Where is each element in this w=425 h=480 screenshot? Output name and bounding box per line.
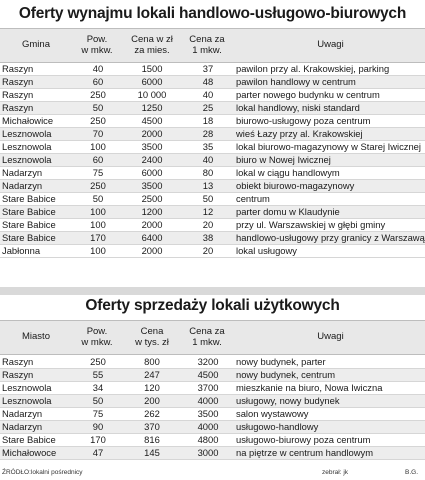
- table-cell: handlowo-usługowy przy granicy z Warszawą: [236, 232, 425, 243]
- table-cell: Nadarzyn: [0, 167, 74, 180]
- table-cell: 13: [182, 180, 234, 193]
- table-cell: Michałowice: [0, 115, 74, 128]
- table-cell: 50: [74, 102, 122, 115]
- footer-initials: B.G.: [405, 469, 419, 476]
- table-cell: lokal biurowo-magazynowy w Starej Iwicznej: [234, 141, 425, 154]
- table-cell: 370: [122, 421, 182, 434]
- table-cell: 35: [182, 141, 234, 154]
- table-row: [0, 115, 425, 128]
- table-cell: 2000: [122, 128, 182, 141]
- table-cell: 50: [74, 193, 122, 206]
- table-cell: nowy budynek, parter: [234, 356, 425, 369]
- table-row: [0, 154, 425, 167]
- table-row: [0, 356, 425, 369]
- table-cell: 250: [74, 115, 122, 128]
- table-cell: 4500: [122, 115, 182, 128]
- table-cell: 100: [74, 219, 122, 232]
- table-cell: 55: [74, 369, 122, 382]
- table-cell: Stare Babice: [0, 193, 74, 206]
- table-cell: 10 000: [122, 89, 182, 102]
- table-cell: biurowo-usługowy poza centrum: [234, 115, 425, 128]
- table-row: [0, 382, 425, 395]
- table-cell: 6000: [122, 76, 182, 89]
- table-cell: wieś Łazy przy al. Krakowskiej: [234, 128, 425, 141]
- table-cell: 3200: [182, 356, 234, 369]
- table-cell: 2000: [122, 245, 182, 258]
- table-cell: 200: [122, 395, 182, 408]
- table-cell: 70: [74, 128, 122, 141]
- table-cell: Lesznowola: [0, 128, 74, 141]
- table-cell: 50: [182, 193, 234, 206]
- table-cell: 60: [74, 154, 122, 167]
- table-cell: 145: [122, 447, 182, 460]
- table-cell: 4000: [182, 395, 234, 408]
- table-cell: 4000: [182, 421, 234, 434]
- rental-table-title: Oferty wynajmu lokali handlowo-usługowo-biurowych: [18, 5, 407, 22]
- table-cell: parter domu w Klaudynie: [234, 206, 425, 219]
- table-cell: 60: [74, 76, 122, 89]
- table-cell: 75: [74, 408, 122, 421]
- table-cell: obiekt biurowo-magazynowy: [234, 180, 425, 193]
- sale-table-header: [0, 320, 425, 355]
- table-row: [0, 245, 425, 258]
- table-row: [0, 89, 425, 102]
- table-row: [0, 434, 425, 447]
- header-miasto: Miasto: [22, 331, 50, 342]
- table-cell: salon wystawowy: [234, 408, 425, 421]
- footer-source: ŹRÓDŁO:lokalni pośrednicy: [2, 469, 83, 476]
- table-cell: przy ul. Warszawskiej w głębi gminy: [234, 219, 425, 232]
- table-cell: 1200: [122, 206, 182, 219]
- table-cell: 6000: [122, 167, 182, 180]
- rental-table-header: [0, 28, 425, 63]
- rental-table: [0, 63, 425, 258]
- table-row: [0, 219, 425, 232]
- table-cell: Lesznowola: [0, 382, 74, 395]
- header-uwagi: Uwagi: [317, 331, 344, 342]
- table-cell: 100: [74, 245, 122, 258]
- table-row: [0, 76, 425, 89]
- table-cell: 3000: [182, 447, 234, 460]
- table-cell: 120: [122, 382, 182, 395]
- table-cell: 100: [74, 206, 122, 219]
- table-cell: pawilon przy al. Krakowskiej, parking: [234, 63, 425, 76]
- table-row: [0, 395, 425, 408]
- table-cell: Stare Babice: [0, 434, 74, 447]
- table-cell: 40: [182, 154, 234, 167]
- header-pow: Pow. w mkw.: [81, 326, 113, 348]
- table-cell: Jabłonna: [0, 245, 74, 258]
- table-cell: 2400: [122, 154, 182, 167]
- header-cena-mkw: Cena za 1 mkw.: [189, 34, 225, 56]
- table-cell: 2000: [122, 219, 182, 232]
- table-row: [0, 369, 425, 382]
- table-cell: na piętrze w centrum handlowym: [234, 447, 425, 460]
- table-cell: 75: [74, 167, 122, 180]
- header-cena-mkw: Cena za 1 mkw.: [189, 326, 225, 348]
- table-cell: 250: [74, 89, 122, 102]
- table-cell: Stare Babice: [0, 206, 74, 219]
- table-row: [0, 193, 425, 206]
- table-cell: 12: [182, 206, 234, 219]
- table-cell: 18: [182, 115, 234, 128]
- table-cell: 816: [122, 434, 182, 447]
- table-row: [0, 128, 425, 141]
- table-row: [0, 141, 425, 154]
- table-row: [0, 408, 425, 421]
- table-cell: 37: [182, 63, 234, 76]
- table-cell: mieszkanie na biuro, Nowa Iwiczna: [234, 382, 425, 395]
- section-divider: [0, 287, 425, 295]
- table-cell: Raszyn: [0, 89, 74, 102]
- table-row: [0, 421, 425, 434]
- table-cell: 262: [122, 408, 182, 421]
- table-row: [0, 63, 425, 76]
- table-cell: nowy budynek, centrum: [234, 369, 425, 382]
- table-cell: 170: [74, 434, 122, 447]
- table-cell: Stare Babice: [0, 219, 74, 232]
- table-cell: lokal usługowy: [234, 245, 425, 258]
- table-cell: lokal w ciągu handlowym: [234, 167, 425, 180]
- table-cell: Raszyn: [0, 76, 74, 89]
- table-cell: Lesznowola: [0, 154, 74, 167]
- table-cell: 48: [182, 76, 234, 89]
- table-cell: usługowo-handlowy: [234, 421, 425, 434]
- table-cell: 3500: [182, 408, 234, 421]
- table-cell: centrum: [234, 193, 425, 206]
- header-cena-mies: Cena w zł za mies.: [131, 34, 173, 56]
- table-cell: 20: [182, 219, 234, 232]
- sale-table-title: Oferty sprzedaży lokali użytkowych: [85, 297, 340, 314]
- table-cell: Raszyn: [0, 356, 74, 369]
- table-row: [0, 232, 425, 245]
- table-cell: 250: [74, 180, 122, 193]
- table-cell: 800: [122, 356, 182, 369]
- table-row: [0, 180, 425, 193]
- table-cell: 3700: [182, 382, 234, 395]
- table-cell: 1500: [122, 63, 182, 76]
- table-cell: 4800: [182, 434, 234, 447]
- table-cell: 38: [182, 232, 234, 245]
- table-cell: lokal handlowy, niski standard: [234, 102, 425, 115]
- table-cell: 90: [74, 421, 122, 434]
- table-cell: 25: [182, 102, 234, 115]
- table-cell: Raszyn: [0, 369, 74, 382]
- table-row: [0, 447, 425, 460]
- header-pow: Pow. w mkw.: [81, 34, 113, 56]
- table-cell: 40: [74, 63, 122, 76]
- table-cell: Nadarzyn: [0, 180, 74, 193]
- table-cell: 40: [182, 89, 234, 102]
- table-cell: parter nowego budynku w centrum: [234, 89, 425, 102]
- table-cell: 250: [74, 356, 122, 369]
- header-uwagi: Uwagi: [317, 39, 344, 50]
- table-row: [0, 206, 425, 219]
- table-cell: Stare Babice: [0, 232, 74, 245]
- table-cell: 100: [74, 141, 122, 154]
- table-cell: 28: [182, 128, 234, 141]
- table-cell: 34: [74, 382, 122, 395]
- table-cell: usługowo-biurowy poza centrum: [234, 434, 425, 447]
- table-cell: 6400: [122, 232, 182, 245]
- table-cell: biuro w Nowej Iwicznej: [234, 154, 425, 167]
- table-cell: Michałowoce: [0, 447, 74, 460]
- table-cell: Nadarzyn: [0, 421, 74, 434]
- table-cell: Raszyn: [0, 63, 74, 76]
- header-cena-tys: Cena w tys. zł: [135, 326, 169, 348]
- table-cell: Lesznowola: [0, 395, 74, 408]
- table-cell: 247: [122, 369, 182, 382]
- header-gmina: Gmina: [22, 39, 50, 50]
- table-cell: Lesznowola: [0, 141, 74, 154]
- table-cell: 20: [182, 245, 234, 258]
- table-row: [0, 102, 425, 115]
- table-cell: 3500: [122, 141, 182, 154]
- table-cell: pawilon handlowy w centrum: [234, 76, 425, 89]
- table-cell: 4500: [182, 369, 234, 382]
- table-cell: 2500: [122, 193, 182, 206]
- table-cell: 80: [182, 167, 234, 180]
- table-cell: 1250: [122, 102, 182, 115]
- table-cell: 47: [74, 447, 122, 460]
- table-cell: 50: [74, 395, 122, 408]
- table-cell: usługowy, nowy budynek: [234, 395, 425, 408]
- table-row: [0, 167, 425, 180]
- table-cell: Nadarzyn: [0, 408, 74, 421]
- sale-table: [0, 356, 425, 460]
- table-cell: 3500: [122, 180, 182, 193]
- table-cell: 170: [74, 232, 122, 245]
- footer-credit: zebrał: jk: [322, 469, 349, 476]
- table-cell: Raszyn: [0, 102, 74, 115]
